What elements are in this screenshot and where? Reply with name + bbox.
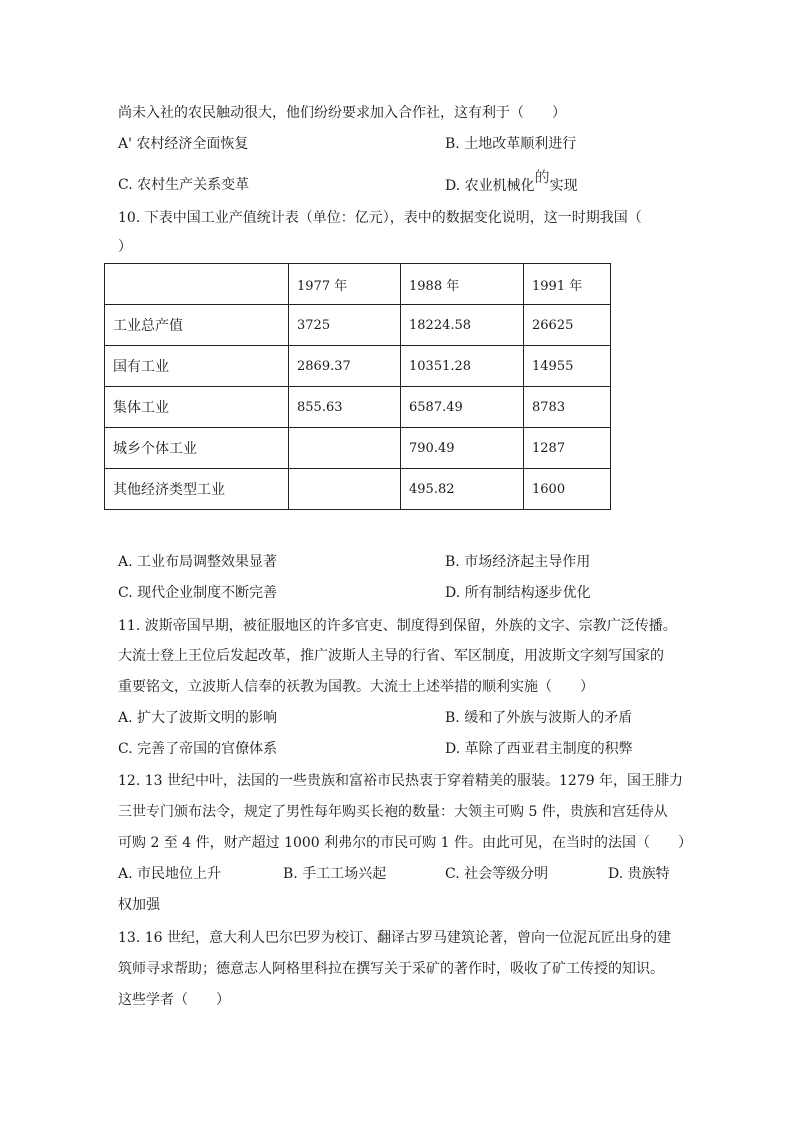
q9-option-b: B. 土地改革顺利进行 — [445, 136, 577, 152]
table-cell: 城乡个体工业 — [105, 428, 289, 469]
table-header-row — [105, 264, 611, 305]
table-cell — [289, 428, 401, 469]
table-cell: 其他经济类型工业 — [105, 469, 289, 510]
q12-stem-line2: 三世专门颁布法令，规定了男性每年购买长袍的数量：大领主可购 5 件，贵族和宫廷侍从 — [118, 804, 668, 820]
table-cell: 工业总产值 — [105, 305, 289, 346]
table-header-cell — [105, 264, 289, 305]
q13-stem-line1: 13. 16 世纪，意大利人巴尔巴罗为校订、翻译古罗马建筑论著，曾向一位泥瓦匠出身的建 — [118, 930, 671, 946]
q10-stem-cont: ） — [118, 239, 132, 255]
table-row — [105, 428, 611, 469]
q11-option-d: D. 革除了西亚君主制度的积弊 — [445, 741, 633, 757]
q9-option-d-text: D. 农业机械化 — [445, 178, 535, 194]
table-row — [105, 346, 611, 387]
q11-stem-line3: 重要铭文，立波斯人信奉的祆教为国教。大流士上述举措的顺利实施（ ） — [118, 679, 594, 695]
table-cell: 3725 — [289, 305, 401, 346]
table-cell: 790.49 — [401, 428, 524, 469]
q12-stem-line1: 12. 13 世纪中叶，法国的一些贵族和富裕市民热衷于穿着精美的服装。1279 年，国王腓力 — [118, 773, 684, 789]
q9-option-c: C. 农村生产关系变革 — [118, 177, 250, 193]
industrial-output-table — [104, 263, 611, 510]
table-cell: 国有工业 — [105, 346, 289, 387]
q12-option-c: C. 社会等级分明 — [445, 866, 549, 882]
table-cell — [289, 469, 401, 510]
q12-stem-line3: 可购 2 至 4 件，财产超过 1000 利弗尔的市民可购 1 件。由此可见，在当时的法国（ ） — [118, 835, 692, 851]
q10-stem: 10. 下表中国工业产值统计表（单位：亿元），表中的数据变化说明，这一时期我国（ — [118, 210, 642, 226]
q10-option-c: C. 现代企业制度不断完善 — [118, 585, 278, 601]
table-cell: 1600 — [524, 469, 611, 510]
table-header-cell: 1977 年 — [289, 264, 401, 305]
table-header-cell: 1988 年 — [401, 264, 524, 305]
q9-stem: 尚未入社的农民触动很大，他们纷纷要求加入合作社，这有利于（ ） — [118, 105, 566, 121]
q11-option-c: C. 完善了帝国的官僚体系 — [118, 741, 278, 757]
q13-stem-line3: 这些学者（ ） — [118, 992, 230, 1008]
table-cell: 14955 — [524, 346, 611, 387]
table-cell: 1287 — [524, 428, 611, 469]
table-cell: 6587.49 — [401, 387, 524, 428]
q11-stem-line1: 11. 波斯帝国早期，被征服地区的许多官吏、制度得到保留，外族的文字、宗教广泛传播。 — [118, 618, 677, 634]
table-row — [105, 469, 611, 510]
q9-option-d-text-end: 实现 — [549, 178, 578, 194]
q10-option-b: B. 市场经济起主导作用 — [445, 554, 591, 570]
q11-stem-line2: 大流士登上王位后发起改革，推广波斯人主导的行省、军区制度，用波斯文字刻写国家的 — [118, 648, 664, 664]
table-cell: 2869.37 — [289, 346, 401, 387]
table-cell: 18224.58 — [401, 305, 524, 346]
table-cell: 8783 — [524, 387, 611, 428]
table-row — [105, 387, 611, 428]
q12-option-b: B. 手工工场兴起 — [283, 866, 387, 882]
q12-option-d-cont: 权加强 — [118, 897, 160, 913]
q12-option-d: D. 贵族特 — [608, 866, 670, 882]
table-header-cell: 1991 年 — [524, 264, 611, 305]
table-row — [105, 305, 611, 346]
table-cell: 855.63 — [289, 387, 401, 428]
table-cell: 集体工业 — [105, 387, 289, 428]
q9-option-d — [445, 168, 578, 195]
q12-option-a: A. 市民地位上升 — [118, 866, 222, 882]
table-cell: 26625 — [524, 305, 611, 346]
q10-option-d: D. 所有制结构逐步优化 — [445, 585, 591, 601]
q9-option-d-superscript: 的 — [534, 168, 550, 186]
table-cell: 495.82 — [401, 469, 524, 510]
q11-option-a: A. 扩大了波斯文明的影响 — [118, 710, 278, 726]
table-cell: 10351.28 — [401, 346, 524, 387]
q13-stem-line2: 筑师寻求帮助；德意志人阿格里科拉在撰写关于采矿的著作时，吸收了矿工传授的知识。 — [118, 961, 664, 977]
q9-option-a: A' 农村经济全面恢复 — [118, 136, 249, 152]
q10-option-a: A. 工业布局调整效果显著 — [118, 554, 278, 570]
q11-option-b: B. 缓和了外族与波斯人的矛盾 — [445, 710, 633, 726]
